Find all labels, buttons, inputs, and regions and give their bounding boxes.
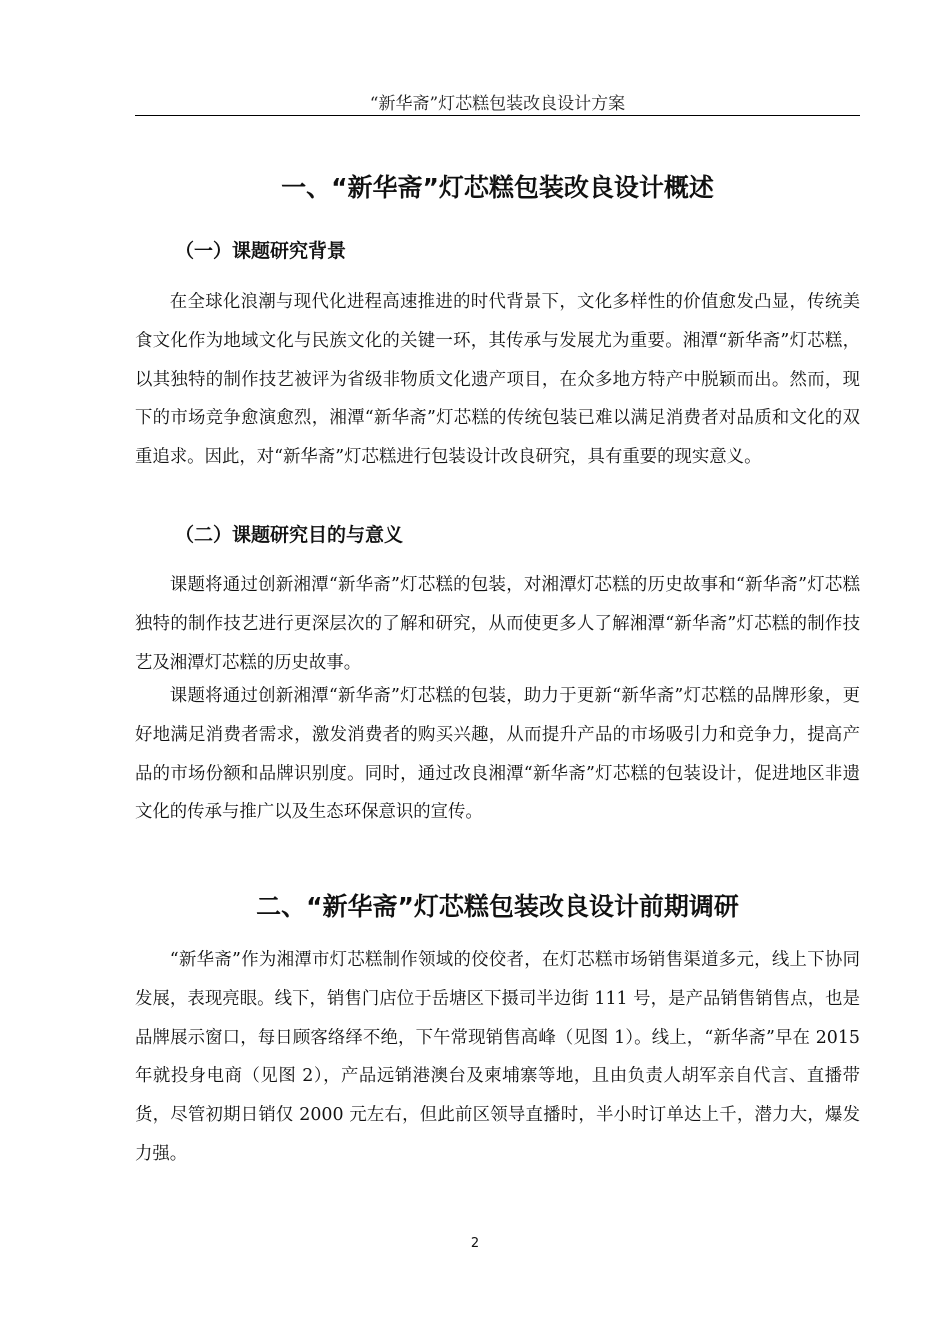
running-header: “新华斋”灯芯糕包装改良设计方案 [369,94,626,114]
purpose-paragraph-1: 课题将通过创新湘潭“新华斋”灯芯糕的包装，对湘潭灯芯糕的历史故事和“新华斋”灯芯糕独特的制作技艺进行更深层次的了解和研究，从而使更多人了解湘潭“新华斋”灯芯糕的制作技艺及湘潭灯芯糕的历史故事。 [135,575,860,673]
subsection-2-heading: （二）课题研究目的与意义 [175,524,404,546]
background-paragraph: 在全球化浪潮与现代化进程高速推进的时代背景下，文化多样性的价值愈发凸显，传统美食文化作为地域文化与民族文化的关键一环，其传承与发展尤为重要。湘潭“新华斋”灯芯糕，以其独特的制作技艺被评为省级非物质文化遗产项目，在众多地方特产中脱颖而出。然而，现下的市场竞争愈演愈烈，湘潭“新华斋”灯芯糕的传统包装已难以满足消费者对品质和文化的双重追求。因此，对“新华斋”灯芯糕进行包装设计改良研究，具有重要的现实意义。 [135,292,860,468]
subsection-1-heading: （一）课题研究背景 [175,240,347,262]
purpose-paragraph-2: 课题将通过创新湘潭“新华斋”灯芯糕的包装，助力于更新“新华斋”灯芯糕的品牌形象，更好地满足消费者需求，激发消费者的购买兴趣，从而提升产品的市场吸引力和竞争力，提高产品的市场份额和品牌识别度。同时，通过改良湘潭“新华斋”灯芯糕的包装设计，促进地区非遗文化的传承与推广以及生态环保意识的宣传。 [135,686,860,823]
header-rule [135,115,860,116]
page-number: 2 [470,1236,480,1251]
section-1-heading: 一、“新华斋”灯芯糕包装改良设计概述 [281,173,714,202]
section-2-heading: 二、“新华斋”灯芯糕包装改良设计前期调研 [256,892,739,921]
research-paragraph: “新华斋”作为湘潭市灯芯糕制作领域的佼佼者，在灯芯糕市场销售渠道多元，线上下协同发展，表现亮眼。线下，销售门店位于岳塘区下摄司半边街 111 号，是产品销售销售点，也是品牌展示窗口，每日顾客络绎不绝，下午常现销售高峰（见图 1）。线上，“新华斋”早在 2015 年就投身电商（见图 2），产品远销港澳台及柬埔寨等地，且由负责人胡军亲自代言、直播带货，尽管初期日销仅 2000 元左右，但此前区领导直播时，半小时订单达上千，潜力大，爆发力强。 [135,950,860,1164]
